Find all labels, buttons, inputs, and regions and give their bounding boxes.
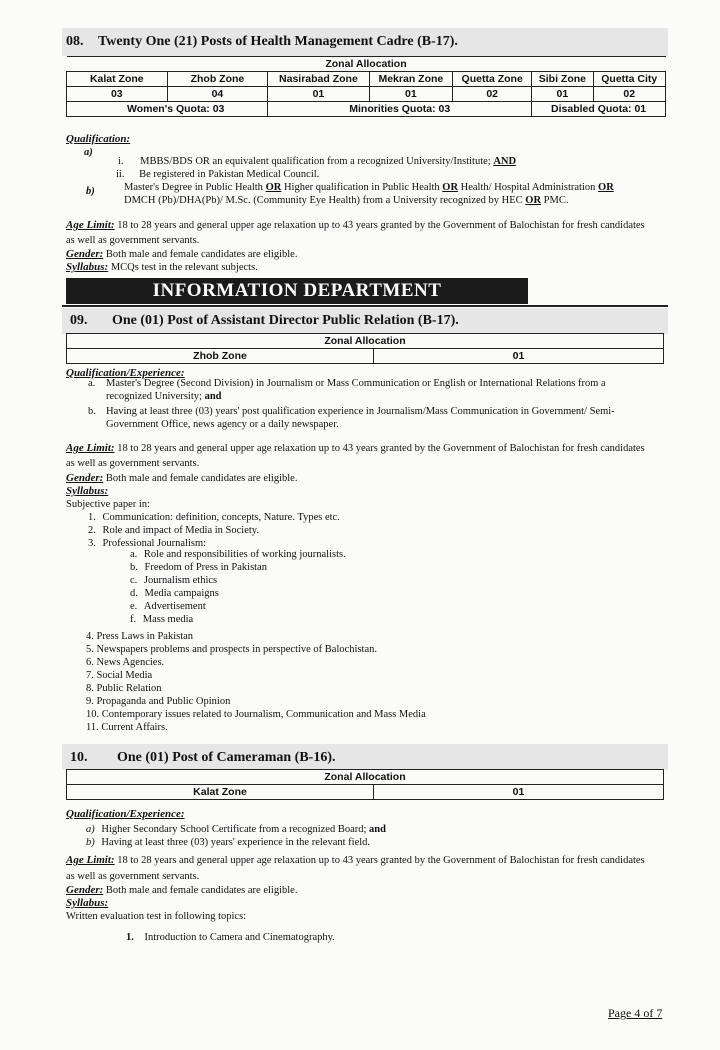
list-item: f. Mass media: [130, 614, 194, 625]
section-10-syllabus-label: Syllabus:: [66, 897, 109, 909]
section-10-written: Written evaluation test in following topics:: [66, 911, 247, 922]
zone-count: 01: [374, 785, 664, 800]
page-number: Page 4 of 7: [608, 1006, 663, 1020]
zone-name: Nasirabad Zone: [268, 72, 369, 87]
list-item: 6. News Agencies.: [86, 657, 165, 668]
topic-list: [88, 511, 340, 550]
topic-list-continued: [86, 630, 426, 734]
list-item: 7. Social Media: [86, 670, 153, 681]
list-item: 9. Propaganda and Public Opinion: [86, 696, 231, 707]
qual-b-line2: DMCH (Pb)/DHA(Pb)/ M.Sc. (Community Eye Health) from a University recognized by HEC OR PMC.: [124, 195, 569, 206]
qual-b: b) Having at least three (03) years' experience in the relevant field.: [86, 837, 371, 848]
section-10-age-limit-cont: as well as government servants.: [66, 871, 200, 882]
qual-a-line1: Master's Degree (Second Division) in Journalism or Mass Communication or English or International Relations from a: [106, 378, 606, 389]
section-08-syllabus: Syllabus: MCQs test in the relevant subjects.: [66, 261, 258, 273]
section-09-gender: Gender: Both male and female candidates are eligible.: [66, 472, 298, 484]
list-item: 3. Professional Journalism:: [88, 538, 207, 549]
zonal-allocation-header: Zonal Allocation: [67, 770, 664, 785]
zonal-allocation-header: Zonal Allocation: [67, 334, 664, 349]
zone-count: 01: [369, 87, 453, 102]
womens-quota: Women's Quota: 03: [67, 102, 268, 117]
subtopic-list: [130, 548, 346, 626]
list-item: 4. Press Laws in Pakistan: [86, 631, 194, 642]
qual-a-ii: ii. Be registered in Pakistan Medical Council.: [116, 169, 320, 180]
section-09-age-limit-cont: as well as government servants.: [66, 458, 200, 469]
section-09-qualification-heading: Qualification/Experience:: [66, 367, 185, 379]
qual-a-line2: recognized University; and: [106, 391, 222, 402]
disabled-quota: Disabled Quota: 01: [532, 102, 666, 117]
list-item: 8. Public Relation: [86, 683, 162, 694]
zone-name: Mekran Zone: [369, 72, 453, 87]
list-item: 1. Communication: definition, concepts, Nature. Types etc.: [88, 512, 340, 523]
zone-count: 03: [67, 87, 168, 102]
list-item: e. Advertisement: [130, 601, 206, 612]
qual-b-marker: b): [86, 186, 95, 197]
qual-a-marker: a): [84, 147, 93, 158]
zone-name: Zhob Zone: [167, 72, 268, 87]
zone-name: Zhob Zone: [67, 349, 374, 364]
list-item: c. Journalism ethics: [130, 575, 218, 586]
zone-count: 02: [593, 87, 665, 102]
qual-a-marker: a.: [88, 378, 96, 389]
qual-b-line1: Having at least three (03) years' post qualification experience in Journalism/Mass Communication in Government/ Semi-: [106, 406, 615, 417]
list-item: 5. Newspapers problems and prospects in perspective of Balochistan.: [86, 644, 378, 655]
zone-name: Kalat Zone: [67, 72, 168, 87]
qual-a: a) Higher Secondary School Certificate from a recognized Board; and: [86, 824, 386, 835]
section-08-age-limit: Age Limit: 18 to 28 years and general upper age relaxation up to 43 years granted by the Government of Balochistan for fresh candidates: [66, 219, 645, 231]
section-10-title: One (01) Post of Cameraman (B-16).: [117, 750, 336, 765]
section-10-qualification-heading: Qualification/Experience:: [66, 808, 185, 820]
section-10-number: 10.: [70, 750, 88, 765]
section-08-qualification-heading: Qualification:: [66, 133, 131, 145]
section-10-gender: Gender: Both male and female candidates are eligible.: [66, 884, 298, 896]
minorities-quota: Minorities Quota: 03: [268, 102, 532, 117]
section-10-allocation-table: [66, 769, 664, 800]
section-10-age-limit: Age Limit: 18 to 28 years and general upper age relaxation up to 43 years granted by the Government of Balochistan for fresh candidates: [66, 854, 645, 866]
qual-a-i: i. MBBS/BDS OR an equivalent qualification from a recognized University/Institute; AND: [118, 156, 517, 167]
list-item: 10. Contemporary issues related to Journalism, Communication and Mass Media: [86, 709, 426, 720]
qual-b-line1: Master's Degree in Public Health OR Higher qualification in Public Health OR Health/ Hospital Administration OR: [124, 182, 614, 193]
section-09-syllabus-label: Syllabus:: [66, 485, 109, 497]
section-08-gender: Gender: Both male and female candidates are eligible.: [66, 248, 298, 260]
list-item: a. Role and responsibilities of working journalists.: [130, 549, 346, 560]
qual-b-marker: b.: [88, 406, 96, 417]
list-item: 2. Role and impact of Media in Society.: [88, 525, 259, 536]
section-09-title: One (01) Post of Assistant Director Public Relation (B-17).: [112, 313, 459, 328]
list-item: b. Freedom of Press in Pakistan: [130, 562, 267, 573]
zone-count: 01: [374, 349, 664, 364]
zone-name: Quetta City: [593, 72, 665, 87]
section-09-age-limit: Age Limit: 18 to 28 years and general upper age relaxation up to 43 years granted by the Government of Balochistan for fresh candidates: [66, 442, 645, 454]
zone-count: 01: [268, 87, 369, 102]
zone-count: 02: [453, 87, 532, 102]
section-09-subjective: Subjective paper in:: [66, 499, 150, 510]
zone-name: Kalat Zone: [67, 785, 374, 800]
section-08-age-limit-cont: as well as government servants.: [66, 235, 200, 246]
zone-name: Quetta Zone: [453, 72, 532, 87]
section-08-allocation-table: [66, 56, 666, 117]
zone-name: Sibi Zone: [532, 72, 593, 87]
zonal-allocation-header: Zonal Allocation: [67, 57, 666, 72]
qual-b-line2: Government Office, news agency or a daily newspaper.: [106, 419, 339, 430]
section-08-number: 08.: [66, 34, 84, 49]
zone-count: 04: [167, 87, 268, 102]
list-item: 11. Current Affairs.: [86, 722, 168, 733]
department-banner: INFORMATION DEPARTMENT: [66, 278, 528, 304]
list-item: 1. Introduction to Camera and Cinematography.: [126, 932, 335, 943]
list-item: d. Media campaigns: [130, 588, 219, 599]
section-08-title: Twenty One (21) Posts of Health Management Cadre (B-17).: [98, 34, 458, 49]
section-09-number: 09.: [70, 313, 88, 328]
department-banner-underline: [62, 305, 668, 307]
zone-count: 01: [532, 87, 593, 102]
section-09-allocation-table: [66, 333, 664, 364]
